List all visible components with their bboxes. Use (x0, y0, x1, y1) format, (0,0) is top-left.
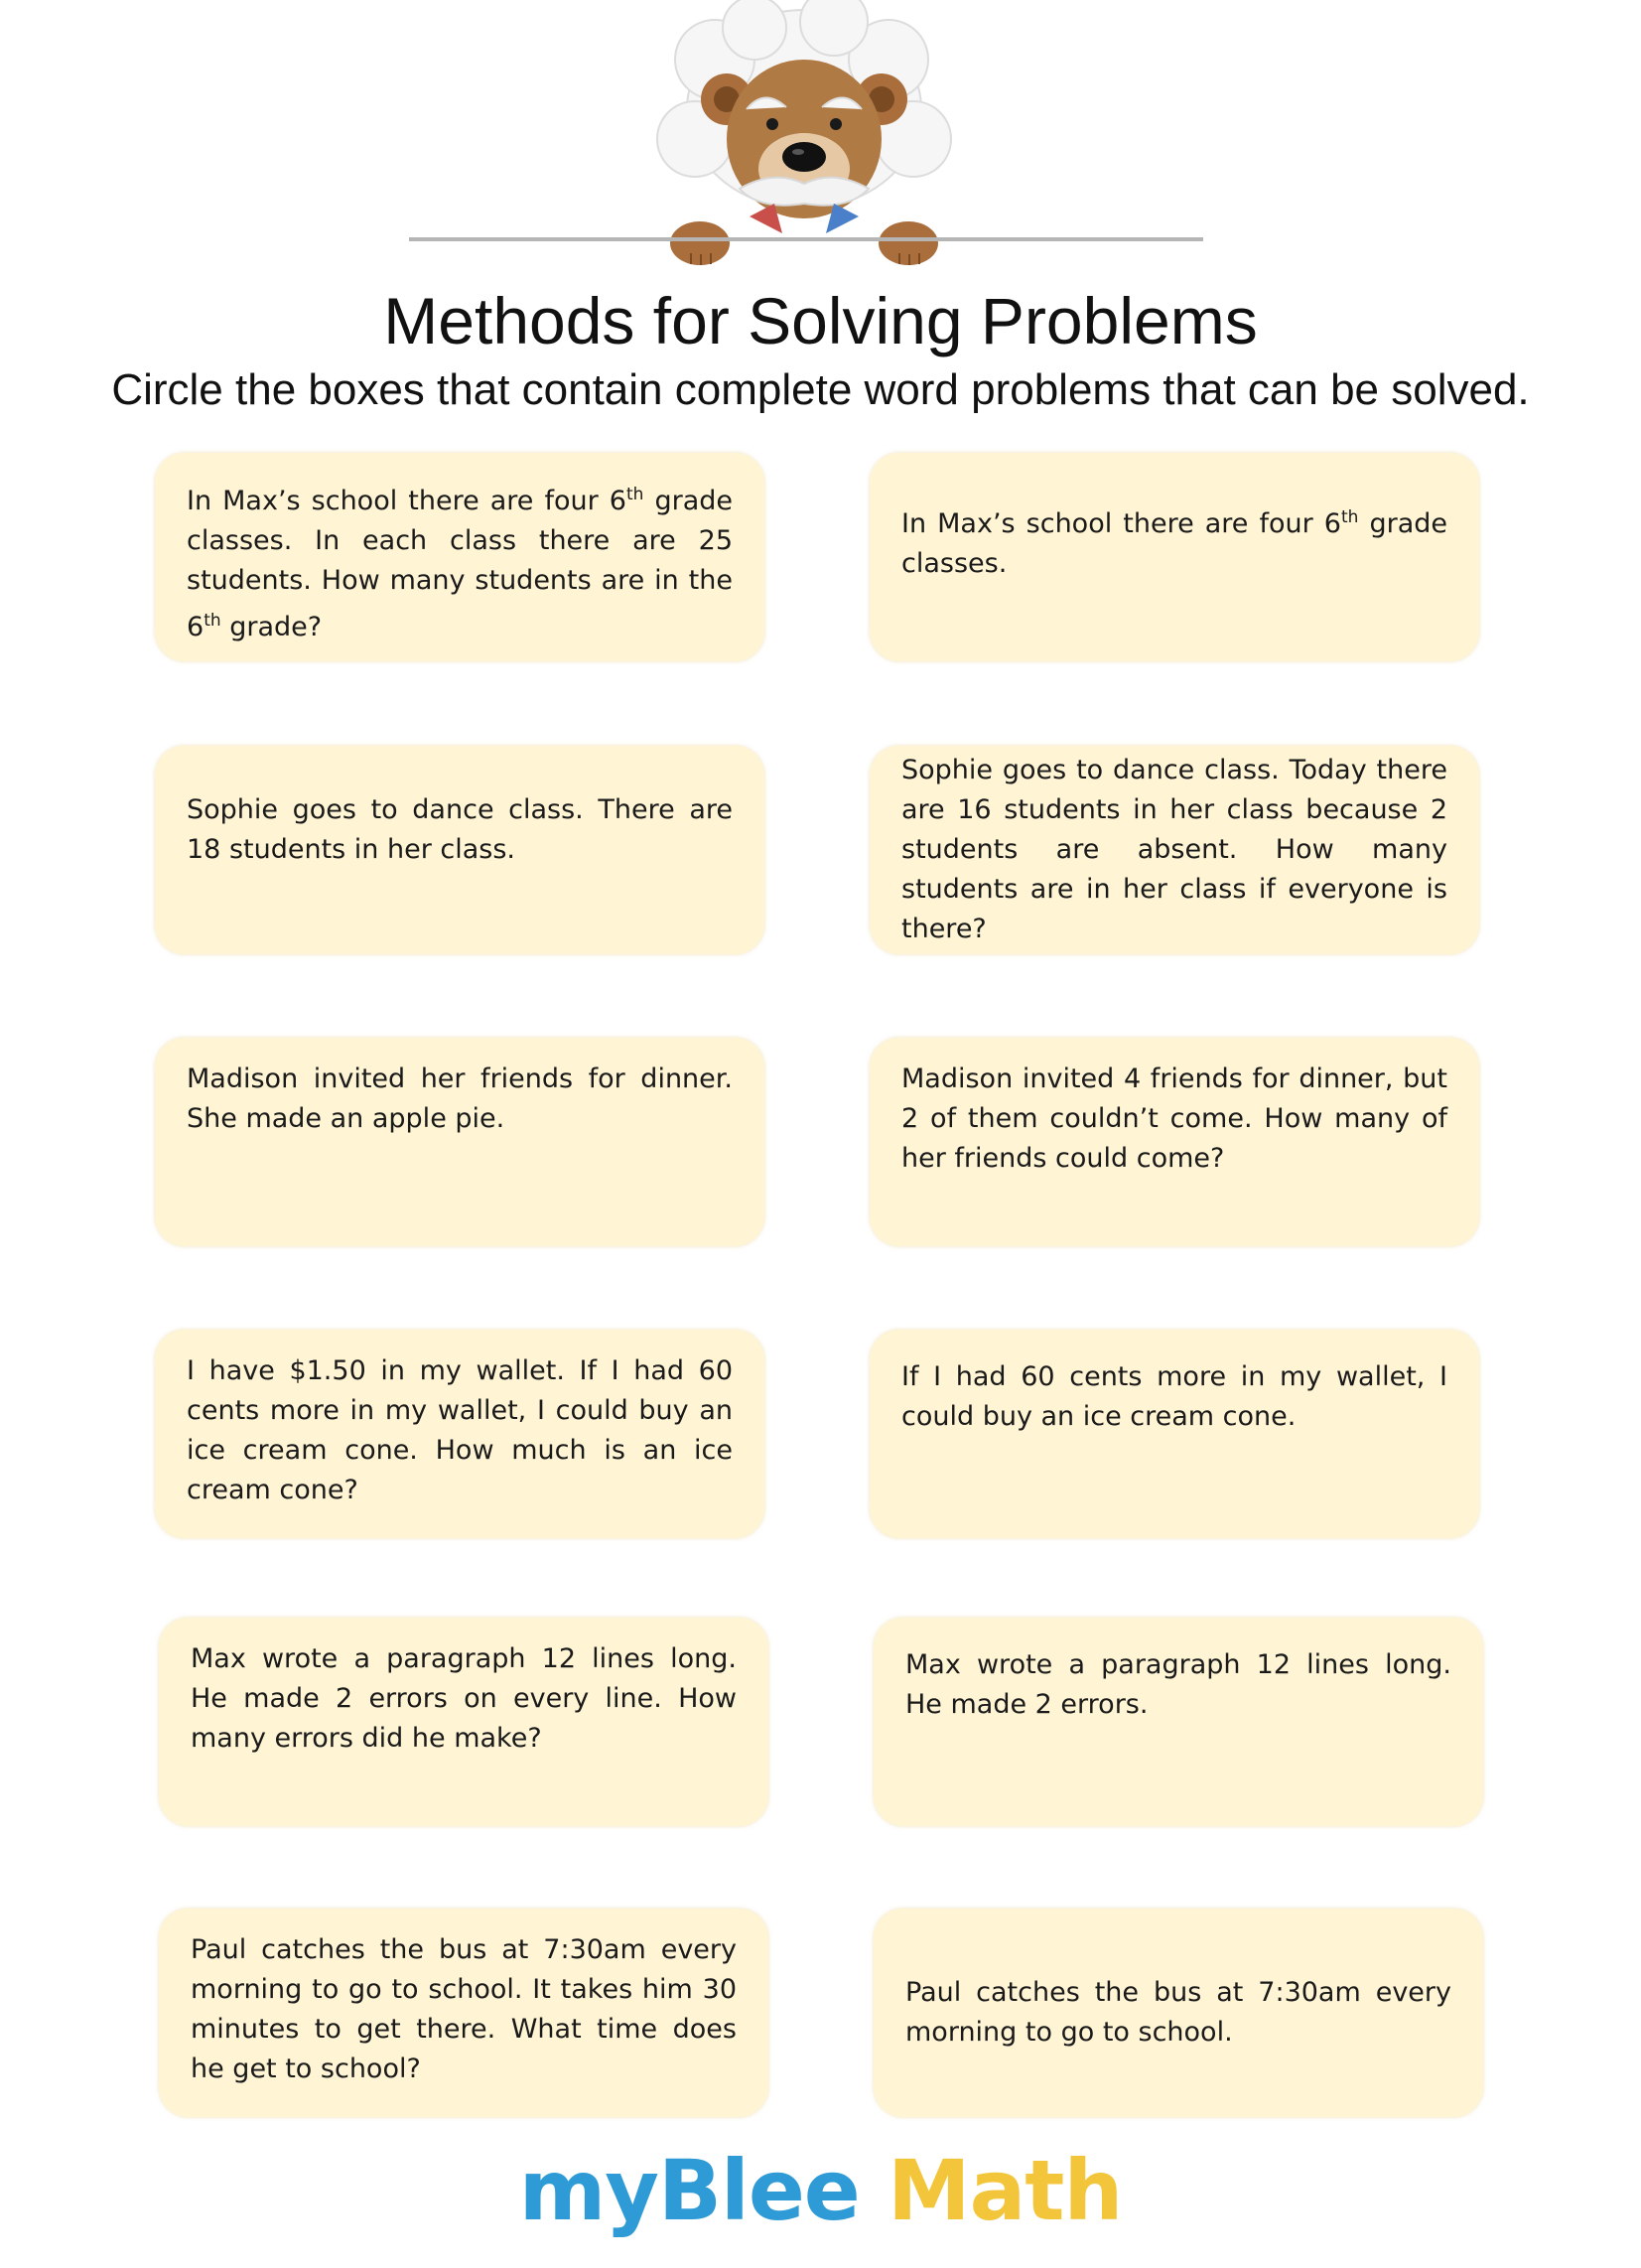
problem-text: Max wrote a paragraph 12 lines long. He made 2 errors. (905, 1649, 1451, 1720)
page-title: Methods for Solving Problems (383, 284, 1258, 357)
problem-card-right-2[interactable] (870, 746, 1479, 954)
problem-text: Sophie goes to dance class. There are 18 students in her class. (187, 794, 733, 865)
problem-card-right-4[interactable] (870, 1330, 1479, 1538)
problem-card-left-4[interactable] (155, 1330, 764, 1538)
bear-mascot-icon (635, 0, 973, 270)
problem-text: Madison invited 4 friends for dinner, but 2 of them couldn’t come. How many of her friends could come? (901, 1063, 1447, 1174)
problem-text: Max wrote a paragraph 12 lines long. He made 2 errors on every line. How many errors did he make? (191, 1643, 737, 1754)
problem-text: In Max’s school there are four 6th grade classes. In each class there are 25 students. How many students are in the 6th grade? (187, 485, 733, 642)
problem-card-left-6[interactable] (159, 1909, 768, 2117)
problem-card-left-2[interactable] (155, 746, 764, 954)
page-instructions: Circle the boxes that contain complete word problems that can be solved. (111, 365, 1530, 414)
problem-text: If I had 60 cents more in my wallet, I could buy an ice cream cone. (901, 1361, 1447, 1432)
problem-card-right-5[interactable] (874, 1618, 1483, 1826)
problem-card-right-3[interactable] (870, 1038, 1479, 1246)
problem-card-left-5[interactable] (159, 1618, 768, 1826)
logo-text-math: Math (888, 2142, 1123, 2239)
logo-text-myblee: myBlee (518, 2142, 860, 2239)
problem-card-right-1[interactable] (870, 453, 1479, 661)
problem-card-left-3[interactable] (155, 1038, 764, 1246)
problem-text: In Max’s school there are four 6th grade classes. (901, 507, 1447, 579)
header-divider (409, 237, 1203, 241)
problem-text: Sophie goes to dance class. Today there are 16 students in her class because 2 students are absent. How many students are in her class if everyone is there? (901, 755, 1447, 944)
problem-card-left-1[interactable] (155, 453, 764, 661)
problem-card-right-6[interactable] (874, 1909, 1483, 2117)
myblee-math-logo (0, 2143, 1641, 2238)
problem-text: Madison invited her friends for dinner. She made an apple pie. (187, 1063, 733, 1134)
problem-text: Paul catches the bus at 7:30am every morning to go to school. It takes him 30 minutes to get there. What time does he get to school? (191, 1934, 737, 2084)
problem-text: I have $1.50 in my wallet. If I had 60 cents more in my wallet, I could buy an ice cream cone. How much is an ice cream cone? (187, 1355, 733, 1505)
problem-text: Paul catches the bus at 7:30am every morning to go to school. (905, 1977, 1451, 2048)
